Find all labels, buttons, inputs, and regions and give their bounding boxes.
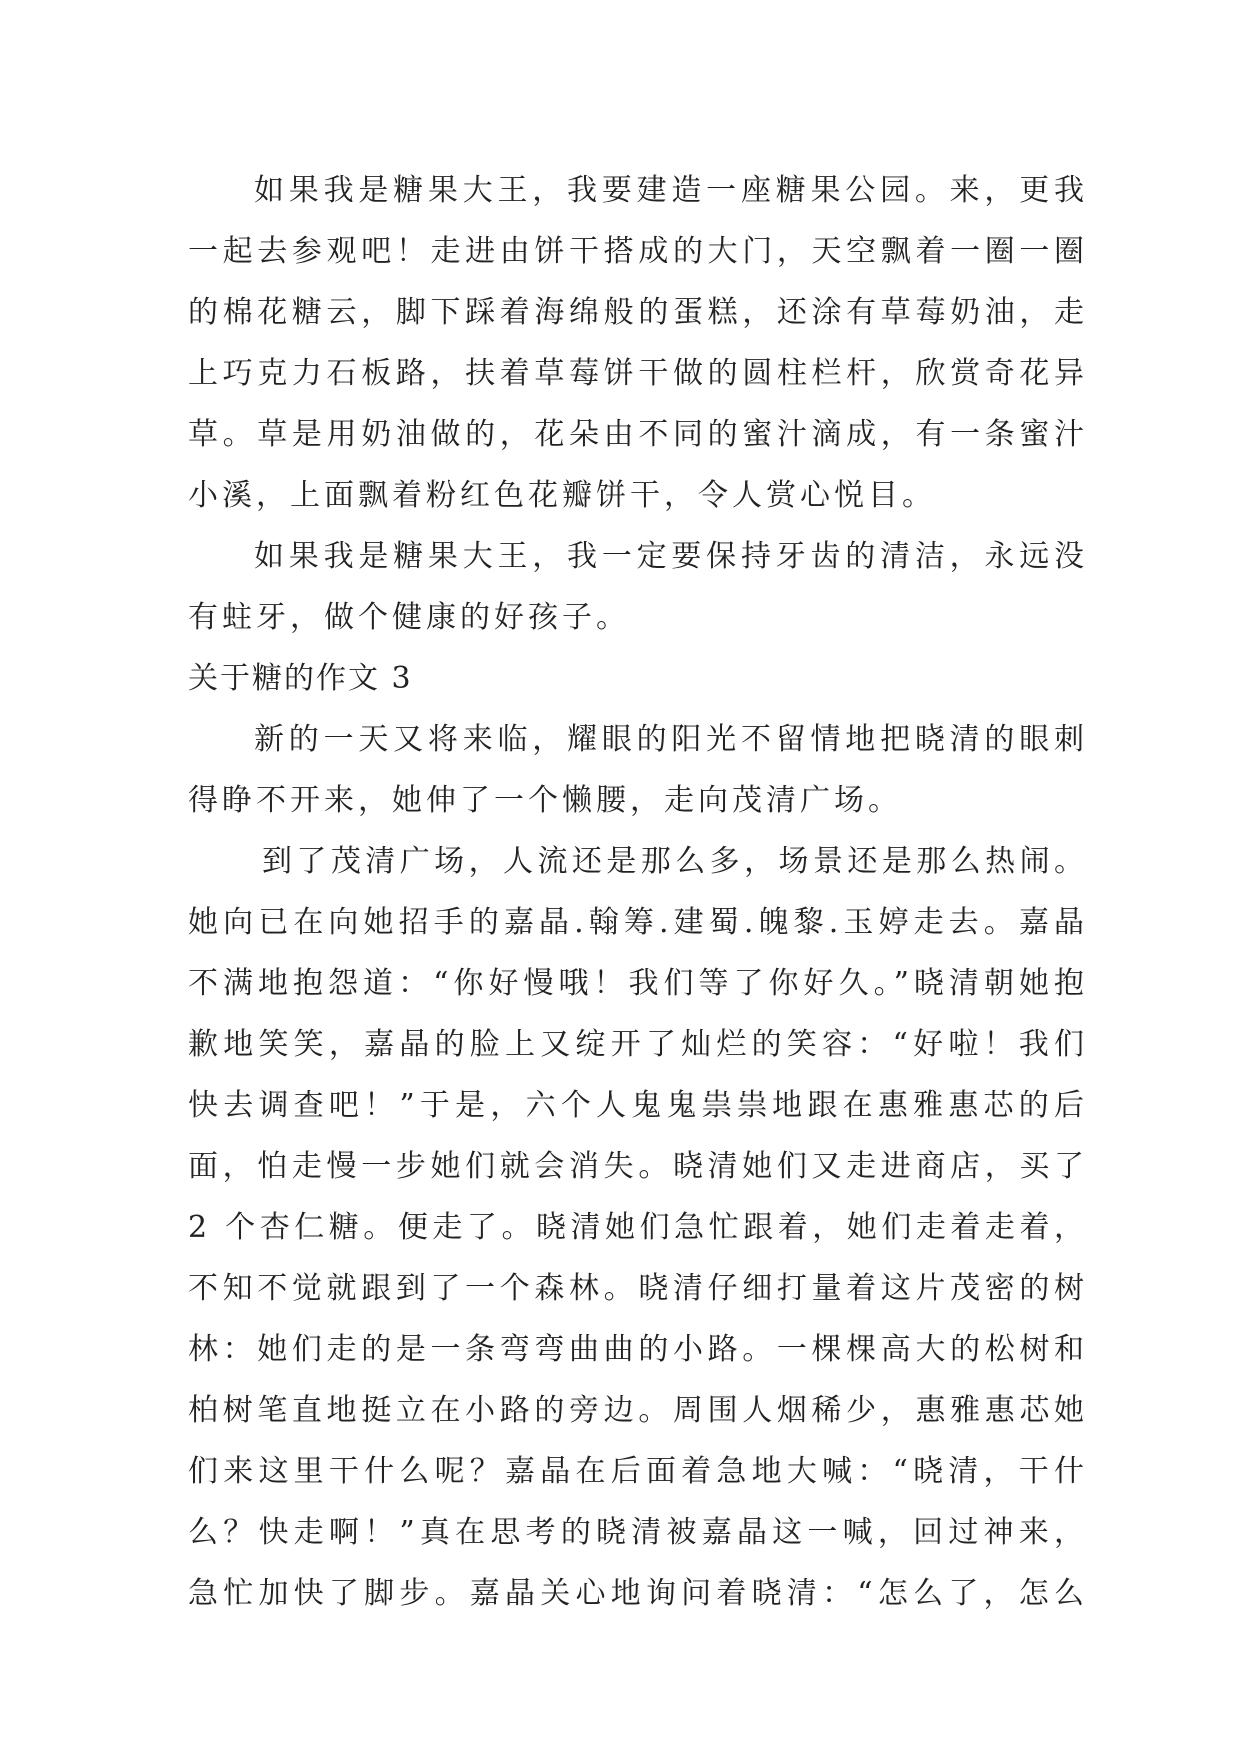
- text-line: 面，怕走慢一步她们就会消失。晓清她们又走进商店，买了: [188, 1149, 1088, 1184]
- text-line: 不知不觉就跟到了一个森林。晓清仔细打量着这片茂密的树: [188, 1271, 1088, 1306]
- text-line: 小溪，上面飘着粉红色花瓣饼干，令人赏心悦目。: [188, 478, 936, 513]
- text-line: 2 个杏仁糖。便走了。晓清她们急忙跟着，她们走着走着，: [188, 1210, 1088, 1245]
- text-line: 上巧克力石板路，扶着草莓饼干做的圆柱栏杆，欣赏奇花异: [188, 356, 1088, 391]
- text-line: 她向已在向她招手的嘉晶.翰筹.建蜀.魄黎.玉婷走去。嘉晶: [188, 905, 1088, 940]
- text-line: 草。草是用奶油做的，花朵由不同的蜜汁滴成，有一条蜜汁: [188, 417, 1088, 452]
- text-line: 林：她们走的是一条弯弯曲曲的小路。一棵棵高大的松树和: [188, 1332, 1088, 1367]
- text-line: 不满地抱怨道：“你好慢哦！我们等了你好久。”晓清朝她抱: [188, 966, 1088, 1001]
- text-line: 有蛀牙，做个健康的好孩子。: [188, 600, 630, 635]
- text-line: 的棉花糖云，脚下踩着海绵般的蛋糕，还涂有草莓奶油，走: [188, 295, 1088, 330]
- text-line: 得睁不开来，她伸了一个懒腰，走向茂清广场。: [188, 783, 902, 818]
- section-heading: 关于糖的作文 3: [188, 661, 413, 696]
- text-line: 新的一天又将来临，耀眼的阳光不留情地把晓清的眼刺: [254, 722, 1088, 757]
- text-line: 快去调查吧！”于是，六个人鬼鬼祟祟地跟在惠雅惠芯的后: [188, 1088, 1088, 1123]
- text-line: 们来这里干什么呢？嘉晶在后面着急地大喊：“晓清，干什: [188, 1454, 1088, 1489]
- text-line: 如果我是糖果大王，我一定要保持牙齿的清洁，永远没: [254, 539, 1088, 574]
- text-line: 急忙加快了脚步。嘉晶关心地询问着晓清：“怎么了，怎么: [188, 1576, 1088, 1611]
- document-body: [188, 160, 1088, 1624]
- text-line: 歉地笑笑，嘉晶的脸上又绽开了灿烂的笑容：“好啦！我们: [188, 1027, 1088, 1062]
- text-line: 一起去参观吧！走进由饼干搭成的大门，天空飘着一圈一圈: [188, 234, 1088, 269]
- text-line: 么？快走啊！”真在思考的晓清被嘉晶这一喊，回过神来，: [188, 1515, 1088, 1550]
- text-line: 如果我是糖果大王，我要建造一座糖果公园。来，更我: [254, 173, 1088, 208]
- text-line: 柏树笔直地挺立在小路的旁边。周围人烟稀少，惠雅惠芯她: [188, 1393, 1088, 1428]
- text-line: 到了茂清广场，人流还是那么多，场景还是那么热闹。: [262, 844, 1088, 879]
